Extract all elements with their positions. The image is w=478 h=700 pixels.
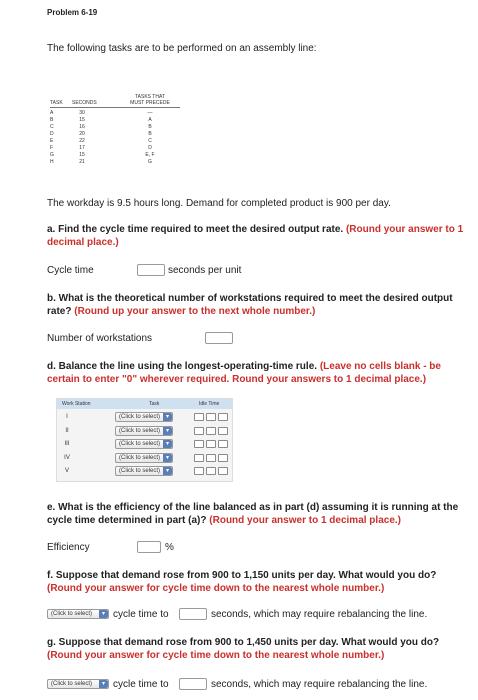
station-label: III: [64, 441, 70, 447]
problem-title: Problem 6-19: [47, 8, 98, 17]
idle-time-input[interactable]: [218, 427, 228, 435]
task-precede: B: [148, 124, 152, 130]
station-task-select-label: (Click to select): [119, 427, 161, 434]
task-id: G: [50, 152, 54, 158]
task-seconds: 30: [79, 110, 85, 116]
part-d-question: [47, 360, 472, 386]
part-f-text: f. Suppose that demand rose from 900 to 1,150 units per day. What would you do?: [47, 570, 437, 581]
chevron-down-icon: ▾: [163, 440, 172, 448]
idle-time-input[interactable]: [194, 454, 204, 462]
station-label: II: [65, 427, 69, 434]
efficiency-input[interactable]: [137, 541, 161, 553]
idle-time-input[interactable]: [194, 440, 204, 448]
task-id: F: [50, 145, 54, 151]
idle-time-input[interactable]: [206, 427, 216, 435]
part-d-text: d. Balance the line using the longest-operating-time rule.: [47, 361, 318, 372]
idle-header: Idle Time: [199, 401, 220, 407]
idle-time-input[interactable]: [206, 413, 216, 421]
intro-text: The following tasks are to be performed on an assembly line:: [47, 43, 317, 54]
task-precede: B: [148, 131, 152, 137]
part-d-hint: (Leave no cells blank - be certain to enter "0" wherever required. Round your answers to 1 decimal place.): [47, 361, 441, 385]
station-label: I: [66, 414, 68, 420]
task-precede: E, F: [145, 152, 155, 158]
idle-time-input[interactable]: [206, 440, 216, 448]
chevron-down-icon: ▾: [163, 454, 172, 462]
workday-text: The workday is 9.5 hours long. Demand for completed product is 900 per day.: [47, 198, 391, 209]
task-precede: C: [148, 138, 152, 144]
part-a-question: [47, 223, 472, 249]
cycle-time-label: Cycle time: [47, 265, 94, 276]
seconds-header: SECONDS: [72, 100, 97, 106]
task-seconds: 16: [79, 124, 85, 130]
part-b-hint: (Round up your answer to the next whole number.): [74, 306, 316, 317]
part-b-text: b. What is the theoretical number of workstations required to meet the desired output rate?: [47, 293, 453, 317]
task-precede: D: [148, 145, 152, 151]
part-f-tail: seconds, which may require rebalancing the line.: [211, 609, 428, 620]
part-e-question: [47, 501, 472, 527]
part-g-mid: cycle time to: [113, 679, 169, 690]
part-f-cycle-input[interactable]: [179, 608, 207, 620]
station-task-select[interactable]: [115, 412, 173, 422]
idle-time-input[interactable]: [194, 413, 204, 421]
task-precede: —: [147, 110, 153, 116]
idle-time-input[interactable]: [218, 467, 228, 475]
station-task-select-label: (Click to select): [119, 441, 161, 447]
idle-time-input[interactable]: [218, 440, 228, 448]
chevron-down-icon: ▾: [99, 680, 108, 688]
precede-header-bottom: MUST PRECEDE: [130, 100, 170, 106]
task-seconds: 22: [79, 138, 85, 144]
idle-time-input[interactable]: [194, 467, 204, 475]
station-task-select-label: (Click to select): [119, 454, 161, 461]
chevron-down-icon: ▾: [163, 427, 172, 435]
cycle-time-input[interactable]: [137, 264, 165, 276]
part-g-cycle-input[interactable]: [179, 678, 207, 690]
part-g-question: [47, 636, 472, 662]
part-f-action-select[interactable]: [47, 609, 109, 619]
part-f-select-label: (Click to select): [51, 611, 93, 617]
part-e-hint: (Round your answer to 1 decimal place.): [209, 515, 401, 526]
task-seconds: 17: [79, 145, 85, 151]
task-precede: A: [148, 117, 152, 123]
ws-header: Work Station: [62, 401, 91, 407]
idle-time-input[interactable]: [218, 454, 228, 462]
station-label: V: [64, 468, 69, 474]
task-id: D: [50, 131, 54, 137]
chevron-down-icon: ▾: [99, 610, 108, 618]
task-id: C: [50, 124, 54, 130]
part-e-text: e. What is the efficiency of the line balanced as in part (d) assuming it is running at the cycle time determined in part (a)?: [47, 502, 459, 526]
part-b-question: [47, 292, 472, 318]
task-table: [50, 94, 180, 174]
workstations-label: Number of workstations: [47, 333, 153, 344]
station-task-select[interactable]: [115, 466, 173, 476]
efficiency-unit: %: [165, 542, 174, 553]
task-header: TASK: [50, 100, 63, 106]
part-g-hint: (Round your answer for cycle time down to the nearest whole number.): [47, 650, 385, 661]
task-id: B: [50, 117, 54, 123]
task-seconds: 21: [79, 159, 85, 165]
idle-time-input[interactable]: [194, 427, 204, 435]
part-f-mid: cycle time to: [113, 609, 169, 620]
station-task-select[interactable]: [115, 439, 173, 449]
cycle-time-unit: seconds per unit: [168, 265, 242, 276]
part-g-text: g. Suppose that demand rose from 900 to 1,450 units per day. What would you do?: [47, 637, 440, 648]
idle-time-input[interactable]: [218, 413, 228, 421]
workstations-input[interactable]: [205, 332, 233, 344]
part-g-tail: seconds, which may require rebalancing the line.: [211, 679, 428, 690]
idle-time-input[interactable]: [206, 467, 216, 475]
task-id: E: [50, 138, 54, 144]
station-label: IV: [64, 454, 70, 461]
idle-time-input[interactable]: [206, 454, 216, 462]
station-task-select[interactable]: [115, 453, 173, 463]
part-g-select-label: (Click to select): [51, 681, 93, 687]
chevron-down-icon: ▾: [163, 467, 172, 475]
chevron-down-icon: ▾: [163, 413, 172, 421]
task-col-header: Task: [149, 401, 160, 407]
task-id: H: [50, 159, 54, 165]
part-a-text: a. Find the cycle time required to meet the desired output rate.: [47, 224, 344, 235]
task-seconds: 20: [79, 131, 85, 137]
task-seconds: 15: [79, 117, 85, 123]
part-f-question: [47, 569, 472, 595]
part-a-hint: (Round your answer to 1 decimal place.): [47, 224, 464, 248]
balance-table: [56, 398, 233, 482]
efficiency-label: Efficiency: [47, 542, 90, 553]
part-f-hint: (Round your answer for cycle time down to the nearest whole number.): [47, 583, 385, 594]
station-task-select-label: (Click to select): [119, 468, 161, 474]
station-task-select-label: (Click to select): [119, 414, 161, 420]
part-g-action-select[interactable]: [47, 679, 109, 689]
precede-header-top: TASKS THAT: [134, 94, 165, 100]
station-task-select[interactable]: [115, 426, 173, 436]
table-divider: [50, 107, 180, 108]
task-seconds: 15: [79, 152, 85, 158]
task-precede: G: [148, 159, 152, 165]
task-id: A: [50, 110, 54, 116]
